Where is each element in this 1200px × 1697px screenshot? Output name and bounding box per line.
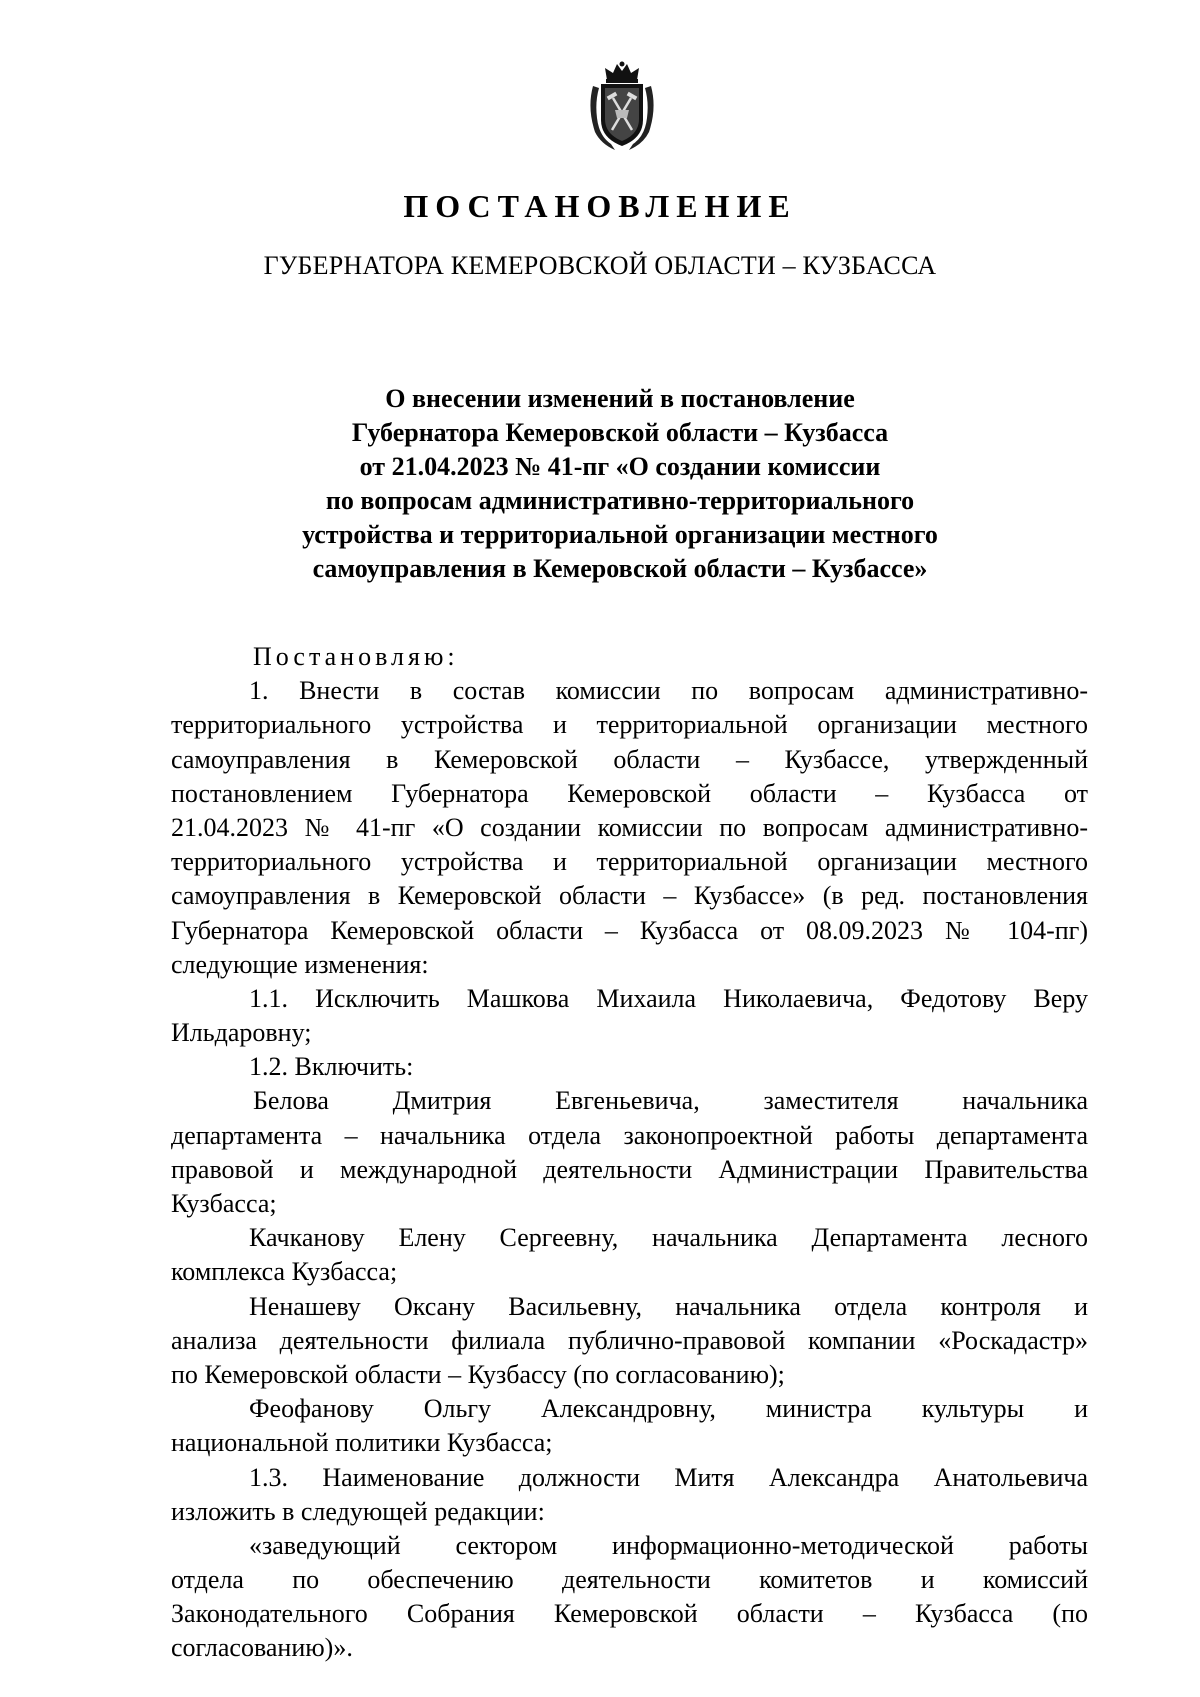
title-line: по вопросам административно-территориального <box>325 486 915 515</box>
decree-word: Постановляю: <box>253 642 459 671</box>
body-line: департамента – начальника отдела законопроектной работы департамента <box>171 1120 1088 1150</box>
body-line: анализа деятельности филиала публично-правовой компании «Роскадастр» <box>171 1325 1088 1355</box>
body-line: Кузбасса; <box>171 1189 277 1218</box>
body-line: правовой и международной деятельности Администрации Правительства <box>171 1154 1088 1184</box>
body-line: территориального устройства и территориальной организации местного <box>171 710 1088 740</box>
body-line: Белова Дмитрия Евгеньевича, заместителя начальника <box>253 1086 1088 1116</box>
title-line: О внесении изменений в постановление <box>385 384 855 413</box>
body-line: отдела по обеспечению деятельности комитетов и комиссий <box>171 1565 1088 1595</box>
issuer-heading: ГУБЕРНАТОРА КЕМЕРОВСКОЙ ОБЛАСТИ – КУЗБАССА <box>263 251 937 280</box>
body-line: территориального устройства и территориальной организации местного <box>171 847 1088 877</box>
body-line: Ненашеву Оксану Васильевну, начальника отдела контроля и <box>249 1291 1088 1321</box>
body-line: следующие изменения: <box>171 949 429 979</box>
document-body <box>171 640 1088 1666</box>
body-line: «заведующий сектором информационно-методической работы <box>249 1530 1088 1560</box>
body-line: Ильдаровну; <box>171 1018 312 1048</box>
body-line: Губернатора Кемеровской области – Кузбасса от 08.09.2023 № 104-пг) <box>171 915 1088 945</box>
body-line: согласованию)». <box>171 1633 353 1663</box>
body-line: национальной политики Кузбасса; <box>171 1428 553 1458</box>
title-line: устройства и территориальной организации местного <box>302 520 938 549</box>
body-line: постановлением Губернатора Кемеровской области – Кузбасса от <box>171 778 1088 808</box>
body-line: по Кемеровской области – Кузбассу (по согласованию); <box>171 1359 785 1389</box>
title-line: самоуправления в Кемеровской области – Кузбассе» <box>312 554 928 583</box>
body-line: 1. Внести в состав комиссии по вопросам административно- <box>249 676 1088 706</box>
body-line: 1.3. Наименование должности Митя Александра Анатольевича <box>249 1462 1088 1492</box>
body-line: самоуправления в Кемеровской области – Кузбассе, утвержденный <box>171 744 1088 774</box>
document-title <box>230 382 1010 586</box>
title-line: Губернатора Кемеровской области – Кузбасса <box>351 418 889 447</box>
body-line: 21.04.2023 № 41-пг «О создании комиссии по вопросам административно- <box>171 812 1088 842</box>
coat-of-arms-icon <box>585 60 659 152</box>
body-line: Законодательного Собрания Кемеровской области – Кузбасса (по <box>171 1599 1088 1629</box>
body-line: 1.1. Исключить Машкова Михаила Николаевича, Федотову Веру <box>249 983 1088 1013</box>
body-line: комплекса Кузбасса; <box>171 1257 398 1287</box>
document-type-heading: ПОСТАНОВЛЕНИЕ <box>403 188 797 224</box>
body-line: 1.2. Включить: <box>249 1052 414 1082</box>
body-line: Качканову Елену Сергеевну, начальника Департамента лесного <box>249 1223 1088 1253</box>
body-line: самоуправления в Кемеровской области – Кузбассе» (в ред. постановления <box>171 881 1088 911</box>
title-line: от 21.04.2023 № 41-пг «О создании комиссии <box>359 452 881 481</box>
body-line: изложить в следующей редакции: <box>171 1496 545 1526</box>
body-line: Феофанову Ольгу Александровну, министра культуры и <box>249 1394 1088 1424</box>
